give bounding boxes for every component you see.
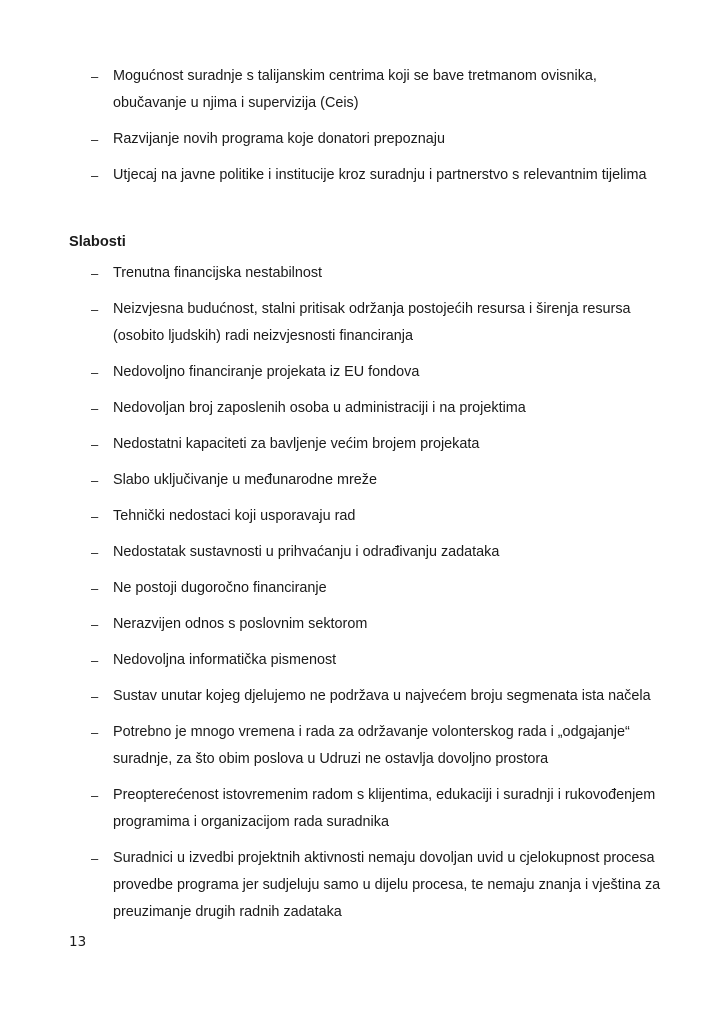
list-item-text: Nedovoljna informatička pismenost <box>113 652 337 668</box>
dash-bullet: – <box>91 617 99 632</box>
list-item-text: Ne postoji dugoročno financiranje <box>113 580 327 596</box>
list-item <box>0 162 724 189</box>
list-item-text: Tehnički nedostaci koji usporavaju rad <box>113 508 356 524</box>
list-item <box>0 296 724 350</box>
dash-bullet: – <box>91 437 99 452</box>
list-item <box>0 395 724 422</box>
list-item <box>0 359 724 386</box>
list-item-text: Razvijanje novih programa koje donatori prepoznaju <box>113 131 445 147</box>
list-item-text: Mogućnost suradnje s talijanskim centrima koji se bave tretmanom ovisnika, obučavanje u njima i supervizija (Ceis) <box>113 68 597 111</box>
list-item <box>0 539 724 566</box>
list-item-text: Nedostatak sustavnosti u prihvaćanju i odrađivanju zadataka <box>113 544 500 560</box>
list-item <box>0 575 724 602</box>
dash-bullet: – <box>91 509 99 524</box>
section-heading-slabosti: Slabosti <box>69 234 126 250</box>
dash-bullet: – <box>91 302 99 317</box>
list-item <box>0 782 724 836</box>
list-item-text: Utjecaj na javne politike i institucije kroz suradnju i partnerstvo s relevantnim tijelima <box>113 167 647 183</box>
list-item-text: Sustav unutar kojeg djelujemo ne podržava u najvećem broju segmenata ista načela <box>113 688 651 704</box>
list-item-text: Nedostatni kapaciteti za bavljenje većim brojem projekata <box>113 436 480 452</box>
list-item-text: Preopterećenost istovremenim radom s klijentima, edukaciji i suradnji i rukovođenjem programima i organizacijom rada suradnika <box>113 787 656 830</box>
dash-bullet: – <box>91 851 99 866</box>
list-item-text: Trenutna financijska nestabilnost <box>113 265 323 281</box>
list-item <box>0 845 724 926</box>
opportunities-list <box>0 63 724 198</box>
dash-bullet: – <box>91 725 99 740</box>
list-item-text: Nedovoljno financiranje projekata iz EU fondova <box>113 364 420 380</box>
dash-bullet: – <box>91 689 99 704</box>
weaknesses-list <box>0 260 724 935</box>
list-item <box>0 63 724 117</box>
list-item-text: Potrebno je mnogo vremena i rada za održavanje volonterskog rada i „odgajanje“ suradnje, za što obim poslova u Udruzi ne ostavlja dovoljno prostora <box>113 724 630 767</box>
dash-bullet: – <box>91 788 99 803</box>
dash-bullet: – <box>91 401 99 416</box>
dash-bullet: – <box>91 168 99 183</box>
list-item <box>0 260 724 287</box>
list-item <box>0 431 724 458</box>
list-item <box>0 503 724 530</box>
list-item-text: Neizvjesna budućnost, stalni pritisak održanja postojećih resursa i širenja resursa (osobito ljudskih) radi neizvjesnosti financiranja <box>113 301 631 344</box>
page-number: 13 <box>69 934 87 950</box>
dash-bullet: – <box>91 266 99 281</box>
list-item-text: Suradnici u izvedbi projektnih aktivnosti nemaju dovoljan uvid u cjelokupnost procesa provedbe programa jer sudjeluju samo u dijelu procesa, te nemaju znanja i vještina za preuzimanje drugih radnih zadataka <box>113 850 661 920</box>
list-item <box>0 647 724 674</box>
list-item-text: Nedovoljan broj zaposlenih osoba u administraciji i na projektima <box>113 400 526 416</box>
list-item-text: Nerazvijen odnos s poslovnim sektorom <box>113 616 368 632</box>
list-item <box>0 719 724 773</box>
dash-bullet: – <box>91 132 99 147</box>
dash-bullet: – <box>91 365 99 380</box>
list-item-text: Slabo uključivanje u međunarodne mreže <box>113 472 377 488</box>
dash-bullet: – <box>91 653 99 668</box>
list-item <box>0 126 724 153</box>
dash-bullet: – <box>91 581 99 596</box>
dash-bullet: – <box>91 69 99 84</box>
dash-bullet: – <box>91 473 99 488</box>
list-item <box>0 467 724 494</box>
dash-bullet: – <box>91 545 99 560</box>
list-item <box>0 611 724 638</box>
list-item <box>0 683 724 710</box>
